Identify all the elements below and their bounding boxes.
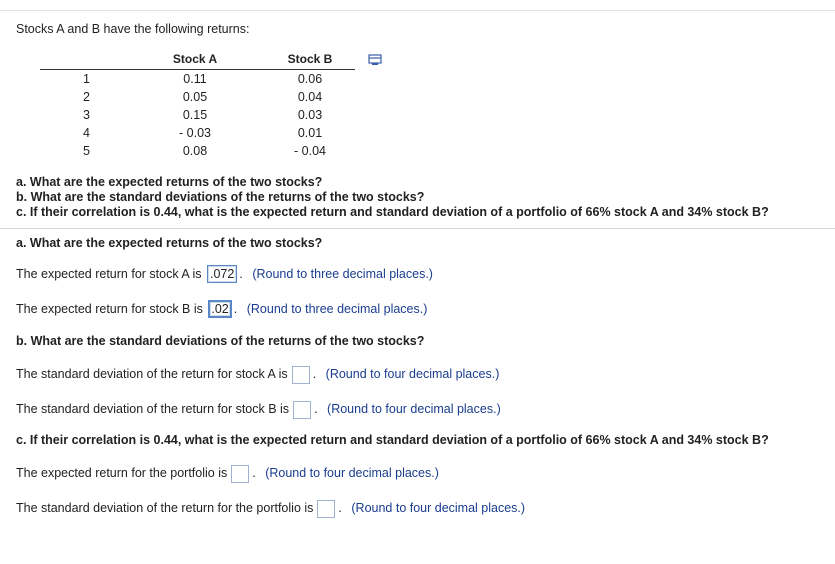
period: . bbox=[252, 466, 256, 480]
section-divider bbox=[0, 228, 835, 229]
rounding-hint: (Round to three decimal places.) bbox=[246, 302, 428, 316]
rounding-hint: (Round to four decimal places.) bbox=[351, 501, 526, 515]
part-a-question-2 bbox=[16, 300, 427, 318]
part-c-heading: c. If their correlation is 0.44, what is the expected return and standard deviation of a portfolio of 66% stock A and 34% stock B? bbox=[16, 433, 769, 447]
question-text: The standard deviation of the return for the portfolio is bbox=[16, 501, 314, 515]
period: . bbox=[233, 302, 238, 316]
rounding-hint: (Round to four decimal places.) bbox=[325, 367, 500, 381]
question-text: The standard deviation of the return for stock A is bbox=[16, 367, 288, 381]
rounding-hint: (Round to three decimal places.) bbox=[252, 267, 433, 281]
table-row-index: 4 bbox=[83, 126, 90, 140]
std-dev-a-input[interactable] bbox=[292, 366, 310, 384]
expected-return-b-input[interactable]: .02 bbox=[208, 300, 231, 318]
expected-return-a-input[interactable]: .072 bbox=[207, 265, 237, 283]
period: . bbox=[338, 501, 342, 515]
rounding-hint: (Round to four decimal places.) bbox=[265, 466, 439, 480]
table-cell-a: 0.11 bbox=[183, 72, 207, 86]
question-text: The expected return for stock A is bbox=[16, 267, 202, 281]
period: . bbox=[314, 402, 318, 416]
table-cell-a: 0.15 bbox=[182, 108, 208, 122]
question-b: b. What are the standard deviations of the returns of the two stocks? bbox=[16, 190, 425, 204]
top-divider bbox=[0, 10, 835, 11]
table-row-index: 1 bbox=[83, 72, 90, 86]
part-c-question-2 bbox=[16, 499, 525, 518]
table-cell-a: 0.05 bbox=[182, 90, 208, 104]
table-cell-a: - 0.03 bbox=[179, 126, 211, 140]
question-text: The standard deviation of the return for stock B is bbox=[16, 402, 290, 416]
table-cell-b: 0.04 bbox=[297, 90, 323, 104]
table-cell-b: 0.03 bbox=[297, 108, 323, 122]
question-a: a. What are the expected returns of the two stocks? bbox=[16, 175, 323, 189]
question-text: The expected return for stock B is bbox=[16, 302, 203, 316]
table-cell-b: 0.06 bbox=[297, 72, 323, 86]
portfolio-std-dev-input[interactable] bbox=[317, 500, 335, 518]
table-cell-a: 0.08 bbox=[182, 144, 208, 158]
part-c-question-1 bbox=[16, 464, 439, 483]
table-row-index: 5 bbox=[83, 144, 90, 158]
period: . bbox=[239, 267, 243, 281]
table-cell-b: 0.01 bbox=[297, 126, 323, 140]
header-stock-b: Stock B bbox=[287, 52, 333, 66]
portfolio-return-input[interactable] bbox=[231, 465, 249, 483]
question-c: c. If their correlation is 0.44, what is the expected return and standard deviation of a portfolio of 66% stock A and 34% stock B? bbox=[16, 205, 769, 219]
table-row-index: 3 bbox=[83, 108, 90, 122]
part-b-question-1 bbox=[16, 365, 499, 384]
period: . bbox=[312, 367, 317, 381]
part-a-question-1 bbox=[16, 265, 433, 283]
table-row-index: 2 bbox=[83, 90, 90, 104]
copy-table-icon[interactable] bbox=[368, 54, 382, 66]
part-b-heading: b. What are the standard deviations of the returns of the two stocks? bbox=[16, 334, 425, 348]
part-a-heading: a. What are the expected returns of the two stocks? bbox=[16, 236, 323, 250]
std-dev-b-input[interactable] bbox=[293, 401, 311, 419]
rounding-hint: (Round to four decimal places.) bbox=[327, 402, 501, 416]
table-header-rule bbox=[40, 69, 355, 70]
intro-text: Stocks A and B have the following returns: bbox=[16, 22, 250, 36]
question-text: The expected return for the portfolio is bbox=[16, 466, 228, 480]
part-b-question-2 bbox=[16, 400, 501, 419]
table-cell-b: - 0.04 bbox=[294, 144, 326, 158]
header-stock-a: Stock A bbox=[172, 52, 218, 66]
